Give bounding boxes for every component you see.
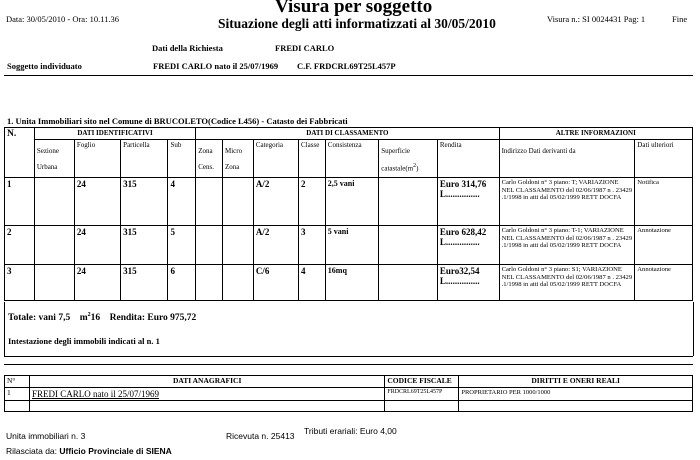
col-categoria: Categoria <box>253 140 298 178</box>
footer-ricevuta: Ricevuta n. 25413 <box>226 431 295 441</box>
cell-n: 3 <box>5 265 35 301</box>
col-zona-cens: Zona Cens. <box>196 140 223 178</box>
cell-rendita: Euro32,54 L............... <box>437 265 499 301</box>
box-left-border <box>4 302 5 356</box>
totals: Totale: vani 7,5 $m^216$ Rendita: Euro 975,72 <box>8 312 197 324</box>
owner-n: 1 <box>5 388 30 401</box>
col-consistenza: Consistenza <box>325 140 378 178</box>
group-dati-identificativi: DATI IDENTIFICATIVI <box>34 128 195 140</box>
cell-ulteriori: Notifica <box>635 178 693 226</box>
cell-zona <box>196 178 223 226</box>
table-subheader-row <box>5 140 693 178</box>
owners-empty-row <box>5 401 693 412</box>
cell-consistenza: 5 vani <box>325 226 378 265</box>
divider <box>4 364 693 365</box>
intestazione: Intestazione degli immobili indicati al n. 1 <box>8 336 160 346</box>
page-title: Visura per soggetto <box>275 0 433 17</box>
divider <box>4 75 693 76</box>
cell-categoria: C/6 <box>253 265 298 301</box>
divider <box>4 356 693 357</box>
footer-unita: Unita immobiliari n. 3 <box>6 431 86 441</box>
cell-notes: Carlo Goldoni n° 3 piano: T-1; VARIAZIONE NEL CLASSAMENTO del 02/06/1987 n . 23429 .1/1998 in atti dal 05/02/1999 RETT DOCFA <box>499 226 635 265</box>
group-dati-classamento: DATI DI CLASSAMENTO <box>196 128 499 140</box>
cell-superficie <box>379 226 438 265</box>
footer-rilasciata: Rilasciata da: Ufficio Provinciale di SIENA <box>6 446 172 456</box>
cell-rendita: Euro 314,76 L............... <box>437 178 499 226</box>
table-row <box>5 226 693 265</box>
subject-label: Soggetto individuato <box>7 61 82 71</box>
cell-categoria: A/2 <box>253 226 298 265</box>
cell-classe: 4 <box>299 265 326 301</box>
cell-micro <box>222 178 253 226</box>
cell-sezione <box>34 265 74 301</box>
owners-col-cf: CODICE FISCALE <box>385 376 459 388</box>
cell-notes: Carlo Goldoni n° 3 piano: T; VARIAZIONE NEL CLASSAMENTO del 02/06/1987 n . 23429 .1/1998 in atti dal 05/02/1999 RETT DOCFA <box>499 178 635 226</box>
properties-table <box>4 127 693 301</box>
cell-n: 2 <box>5 226 35 265</box>
col-n: N. <box>5 128 35 178</box>
col-sub: Sub <box>168 140 196 178</box>
col-indirizzo: Indirizzo Dati derivanti da <box>499 140 635 178</box>
cell-sezione <box>34 178 74 226</box>
cell-notes: Carlo Goldoni n° 3 piano: S1; VARIAZIONE NEL CLASSAMENTO del 02/06/1987 n . 23429 .1/1998 in atti dal 05/02/1999 RETT DOCFA <box>499 265 635 301</box>
col-ulteriori: Dati ulteriori <box>635 140 693 178</box>
visura-info: Visura n.: SI 0024431 Pag: 1 <box>547 14 646 24</box>
request-label: Dati della Richiesta <box>152 43 223 53</box>
col-particella: Particella <box>121 140 168 178</box>
cell-micro <box>222 226 253 265</box>
cell-ulteriori: Annotazione <box>635 226 693 265</box>
cell-consistenza: 2,5 vani <box>325 178 378 226</box>
cell-ulteriori: Annotazione <box>635 265 693 301</box>
request-value: FREDI CARLO <box>275 43 335 53</box>
cell-foglio: 24 <box>74 226 120 265</box>
end-label: Fine <box>672 14 688 24</box>
table-row <box>5 265 693 301</box>
col-rendita: Rendita <box>437 140 499 178</box>
owners-table <box>4 375 693 412</box>
group-altre-informazioni: ALTRE INFORMAZIONI <box>499 128 692 140</box>
owners-col-anagrafici: DATI ANAGRAFICI <box>29 376 384 388</box>
cell-particella: 315 <box>121 226 168 265</box>
owner-cf: FRDCRL69T25L457P <box>385 388 459 401</box>
page-subtitle: Situazione degli atti informatizzati al 30/05/2010 <box>218 16 496 31</box>
subject-name: FREDI CARLO nato il 25/07/1969 <box>153 61 279 71</box>
cell-particella: 315 <box>121 178 168 226</box>
owner-diritti: PROPRIETARIO PER 1000/1000 <box>459 388 693 401</box>
owners-row <box>5 388 693 401</box>
cell-categoria: A/2 <box>253 178 298 226</box>
cell-foglio: 24 <box>74 265 120 301</box>
owners-header-row <box>5 376 693 388</box>
cell-zona <box>196 265 223 301</box>
col-superficie: Superficie catastale(m2) <box>379 140 438 178</box>
section-title: 1. Unita Immobiliari sito nel Comune di BRUCOLETO(Codice L456) - Catasto dei Fabbricati <box>7 116 348 126</box>
cell-sub: 6 <box>168 265 196 301</box>
owner-name: FREDI CARLO nato il 25/07/1969 <box>29 388 384 401</box>
table-header-row <box>5 128 693 140</box>
cell-n: 1 <box>5 178 35 226</box>
cell-zona <box>196 226 223 265</box>
cell-rendita: Euro 628,42 L............... <box>437 226 499 265</box>
col-microzona: Micro Zona <box>222 140 253 178</box>
box-right-border <box>693 302 694 356</box>
cell-classe: 3 <box>299 226 326 265</box>
cell-classe: 2 <box>299 178 326 226</box>
col-classe: Classe <box>299 140 326 178</box>
cell-superficie <box>379 265 438 301</box>
footer-tributi: Tributi erariali: Euro 4,00 <box>304 426 397 436</box>
col-foglio: Foglio <box>74 140 120 178</box>
table-row <box>5 178 693 226</box>
cell-consistenza: 16mq <box>325 265 378 301</box>
cell-sub: 4 <box>168 178 196 226</box>
date-time: Data: 30/05/2010 - Ora: 10.11.36 <box>6 14 119 24</box>
owners-col-diritti: DIRITTI E ONERI REALI <box>459 376 693 388</box>
owners-col-n: N° <box>5 376 30 388</box>
cell-particella: 315 <box>121 265 168 301</box>
cell-foglio: 24 <box>74 178 120 226</box>
cell-superficie <box>379 178 438 226</box>
cell-sezione <box>34 226 74 265</box>
col-sezione: Sezione Urbana <box>34 140 74 178</box>
cell-micro <box>222 265 253 301</box>
subject-cf: C.F. FRDCRL69T25L457P <box>297 61 396 71</box>
cell-sub: 5 <box>168 226 196 265</box>
